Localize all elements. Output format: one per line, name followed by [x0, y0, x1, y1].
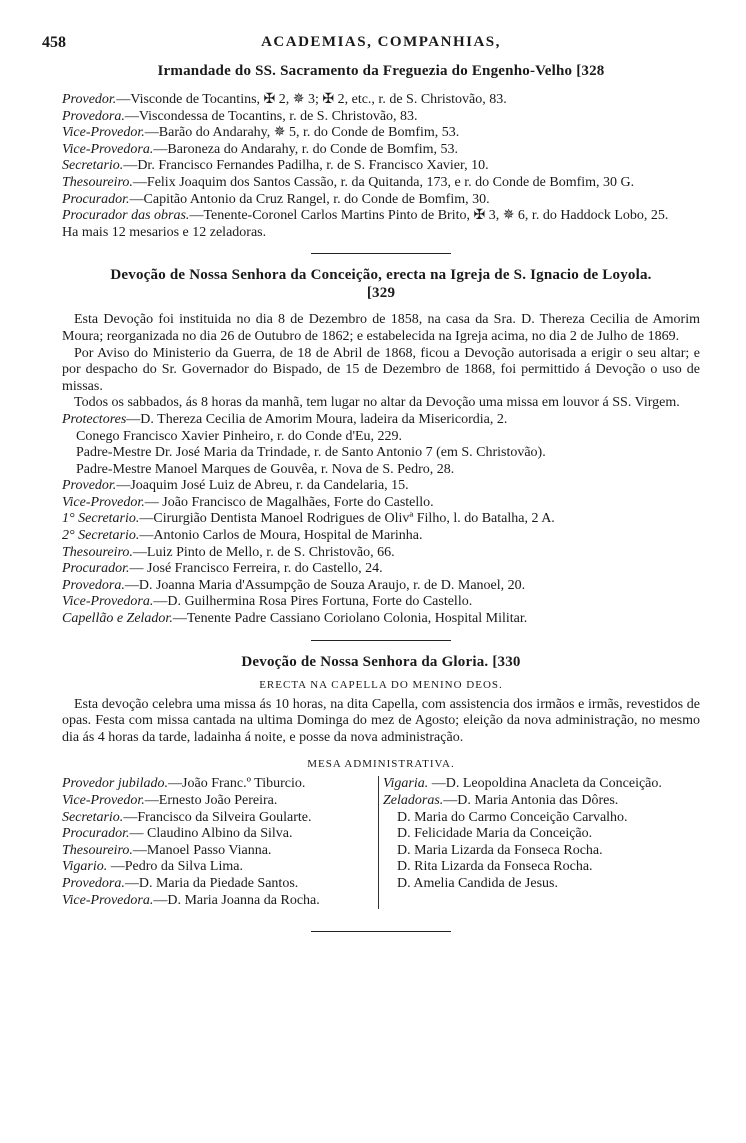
officer-role: Provedor jubilado. — [62, 776, 169, 792]
officer-role: Vice-Provedor. — [62, 494, 145, 510]
officer-entry — [62, 893, 374, 910]
officer-entry — [62, 594, 700, 611]
officer-entry — [62, 793, 374, 810]
officer-name-address: Padre-Mestre Manoel Marques de Gouvêa, r. Nova de S. Pedro, 28. — [76, 461, 455, 477]
officer-entry — [62, 826, 374, 843]
officer-role: Provedora. — [62, 108, 125, 124]
officer-role: Thesoureiro. — [62, 842, 133, 858]
officer-entry — [383, 859, 700, 876]
officer-entry — [62, 445, 700, 462]
officer-name-address: —Dr. Francisco Fernandes Padilha, r. de S. Francisco Xavier, 10. — [123, 158, 489, 174]
officer-list — [62, 412, 700, 628]
document-page — [42, 34, 700, 944]
officer-entry — [383, 843, 700, 860]
paragraph: Esta Devoção foi instituida no dia 8 de Dezembro de 1858, na casa da Sra. D. Thereza Cecilia de Amorim Moura; reorganizada no dia 26 de Outubro de 1862; e estabelecida na Igreja acima, no dia 2 de Julho de 1869. — [62, 312, 700, 344]
officer-entry — [62, 810, 374, 827]
paragraph: Todos os sabbados, ás 8 horas da manhã, tem lugar no altar da Devoção uma missa em louvor á SS. Virgem. — [74, 395, 680, 411]
officer-role: Provedor. — [62, 92, 117, 107]
officer-name-address: —Tenente Padre Cassiano Coriolano Colonia, Hospital Militar. — [172, 611, 528, 627]
page-number: 458 — [42, 34, 66, 51]
officer-role: Zeladoras. — [383, 793, 444, 808]
running-header — [42, 34, 700, 56]
officer-name-address: —Antonio Carlos de Moura, Hospital de Marinha. — [139, 528, 423, 544]
officer-name-address: Conego Francisco Xavier Pinheiro, r. do Conde d'Eu, 229. — [76, 428, 403, 444]
officer-entry — [62, 478, 700, 495]
officer-entry — [62, 225, 700, 242]
officer-name-address: —D. Maria Joanna da Rocha. — [153, 892, 320, 908]
officer-name-address: —Viscondessa de Tocantins, r. de S. Christovão, 83. — [124, 108, 418, 124]
officer-name-address: —D. Leopoldina Anacleta da Conceição. — [428, 776, 662, 792]
officer-name-address: —Ernesto João Pereira. — [144, 793, 278, 808]
officer-entry — [62, 125, 700, 142]
officer-name-address: —D. Joanna Maria d'Assumpção de Souza Araujo, r. de D. Manoel, 20. — [124, 577, 526, 593]
officer-role: Thesoureiro. — [62, 174, 133, 190]
officer-name-address: —Baroneza do Andarahy, r. do Conde de Bomfim, 53. — [153, 141, 459, 157]
officer-name-address: D. Rita Lizarda da Fonseca Rocha. — [397, 859, 593, 875]
officer-name-address: D. Amelia Candida de Jesus. — [397, 875, 558, 891]
officer-name-address: —Cirurgião Dentista Manoel Rodrigues de Olivª Filho, l. do Batalha, 2 A. — [139, 511, 555, 527]
officer-role: Procurador. — [62, 826, 130, 842]
section-irmandade-engenho-velho — [62, 62, 700, 241]
officer-entry — [62, 545, 700, 562]
running-head-title: ACADEMIAS, COMPANHIAS, — [261, 34, 501, 50]
officer-role: Secretario. — [62, 809, 124, 825]
officer-role: Vice-Provedora. — [62, 141, 154, 157]
officer-role: Provedor. — [62, 478, 117, 494]
officer-name-address: — João Francisco de Magalhães, Forte do Castello. — [144, 494, 434, 510]
officer-name-address: D. Felicidade Maria da Conceição. — [397, 826, 593, 842]
officer-role: Provedora. — [62, 875, 125, 891]
officer-role: Capellão e Zelador. — [62, 611, 173, 627]
officer-entry — [62, 876, 374, 893]
mesa-right-column — [379, 776, 700, 909]
officer-name-address: —Visconde de Tocantins, ✠ 2, ✵ 3; ✠ 2, etc., r. de S. Christovão, 83. — [116, 92, 507, 107]
officer-entry — [62, 561, 700, 578]
officer-name-address: D. Maria Lizarda da Fonseca Rocha. — [397, 842, 603, 858]
section-body — [62, 312, 700, 412]
officer-entry — [383, 810, 700, 827]
officer-role: Provedora. — [62, 577, 125, 593]
officer-entry — [383, 793, 700, 810]
officer-entry — [383, 876, 700, 893]
officer-role: Secretario. — [62, 158, 124, 174]
officer-role: Vice-Provedor. — [62, 793, 145, 808]
officer-entry — [62, 511, 700, 528]
officer-name-address: —Luiz Pinto de Mello, r. de S. Christovão, 66. — [132, 544, 395, 560]
officer-name-address: —D. Maria da Piedade Santos. — [124, 875, 299, 891]
officer-entry — [62, 859, 374, 876]
officer-name-address: —Francisco da Silveira Goularte. — [123, 809, 312, 825]
officer-role: Vice-Provedora. — [62, 892, 154, 908]
section-gloria — [62, 653, 700, 910]
paragraph: Por Aviso do Ministerio da Guerra, de 18 de Abril de 1868, ficou a Devoção autorisada a erigir o seu altar; e por despacho do Sr. Governador do Bispado, de 15 de Dezembro de 1868, foi permittido á Devoção o uso de missas. — [62, 345, 700, 394]
officer-name-address: D. Maria do Carmo Conceição Carvalho. — [397, 809, 628, 825]
officer-name-address: Ha mais 12 mesarios e 12 zeladoras. — [62, 224, 267, 240]
officer-name-address: —Pedro da Silva Lima. — [107, 859, 243, 875]
officer-entry — [62, 843, 374, 860]
officer-role: Protectores — [62, 411, 127, 427]
officer-name-address: —D. Maria Antonia das Dôres. — [443, 793, 619, 808]
officer-name-address: — Claudino Albino da Silva. — [129, 826, 293, 842]
officer-role: Procurador. — [62, 561, 130, 577]
officer-entry — [62, 429, 700, 446]
officer-role: Thesoureiro. — [62, 544, 133, 560]
officer-entry — [62, 578, 700, 595]
officer-entry — [62, 776, 374, 793]
officer-entry — [62, 462, 700, 479]
section-subtitle: ERECTA NA CAPELLA DO MENINO DEOS. — [259, 678, 503, 691]
officer-name-address: —Capitão Antonio da Cruz Rangel, r. do Conde de Bomfim, 30. — [129, 191, 490, 207]
mesa-title: MESA ADMINISTRATIVA. — [307, 758, 455, 771]
officer-entry — [62, 175, 700, 192]
officer-name-address: —D. Guilhermina Rosa Pires Fortuna, Forte do Castello. — [153, 594, 473, 610]
divider — [311, 931, 451, 932]
officer-entry — [62, 92, 700, 109]
divider — [311, 640, 451, 641]
section-title: Devoção de Nossa Senhora da Gloria. [330 — [241, 653, 521, 670]
officer-entry — [62, 192, 700, 209]
officer-role: Vigario. — [62, 859, 108, 875]
officer-name-address: —Tenente-Coronel Carlos Martins Pinto de Brito, ✠ 3, ✵ 6, r. do Haddock Lobo, 25. — [189, 208, 669, 224]
officer-entry — [62, 495, 700, 512]
officer-role: Vice-Provedor. — [62, 125, 145, 141]
officer-entry — [62, 528, 700, 545]
mesa-left-column — [62, 776, 379, 909]
divider — [311, 253, 451, 254]
officer-name-address: —Felix Joaquim dos Santos Cassão, r. da Quitanda, 173, e r. do Conde de Bomfim, 30 G. — [132, 174, 635, 190]
officer-name-address: —João Franc.º Tiburcio. — [168, 776, 306, 792]
officer-role: 2° Secretario. — [62, 528, 140, 544]
officer-entry — [383, 776, 700, 793]
officer-role: Vice-Provedora. — [62, 594, 154, 610]
officer-role: Procurador das obras. — [62, 208, 190, 224]
paragraph: Esta devoção celebra uma missa ás 10 horas, na dita Capella, com assistencia dos irmãos e irmãs, revestidos de opas. Festa com missa cantada na ultima Dominga do mez de Agosto; eleição da nova administração, no mesmo dia ás 4 horas da tarde, ladainha á noite, e posse da nova administração. — [62, 696, 700, 745]
officer-name-address: —Manoel Passo Vianna. — [132, 842, 272, 858]
officer-name-address: — José Francisco Ferreira, r. do Castello, 24. — [129, 561, 383, 577]
officer-role: Vigaria. — [383, 776, 429, 792]
officer-entry — [62, 158, 700, 175]
officer-name-address: —Barão do Andarahy, ✵ 5, r. do Conde de Bomfim, 53. — [144, 125, 460, 141]
officer-role: 1° Secretario. — [62, 511, 140, 527]
section-title: Irmandade do SS. Sacramento da Freguezia do Engenho-Velho [328 — [157, 63, 605, 79]
section-title: Devoção de Nossa Senhora da Conceição, erecta na Igreja de S. Ignacio de Loyola. [329 — [110, 267, 652, 302]
officer-entry — [62, 412, 700, 429]
officer-entry — [62, 142, 700, 159]
section-conceicao — [62, 266, 700, 627]
mesa-columns — [62, 776, 700, 909]
officer-role: Procurador. — [62, 191, 130, 207]
officer-entry — [62, 109, 700, 126]
officer-name-address: Padre-Mestre Dr. José Maria da Trindade, r. de Santo Antonio 7 (em S. Christovão). — [76, 445, 546, 461]
officer-name-address: —D. Thereza Cecilia de Amorim Moura, ladeira da Misericordia, 2. — [126, 411, 508, 427]
officer-name-address: —Joaquim José Luiz de Abreu, r. da Candelaria, 15. — [116, 478, 409, 494]
section-body — [62, 697, 700, 747]
officer-entry — [62, 611, 700, 628]
officer-entry — [383, 826, 700, 843]
officer-list — [62, 92, 700, 241]
officer-entry — [62, 208, 700, 225]
